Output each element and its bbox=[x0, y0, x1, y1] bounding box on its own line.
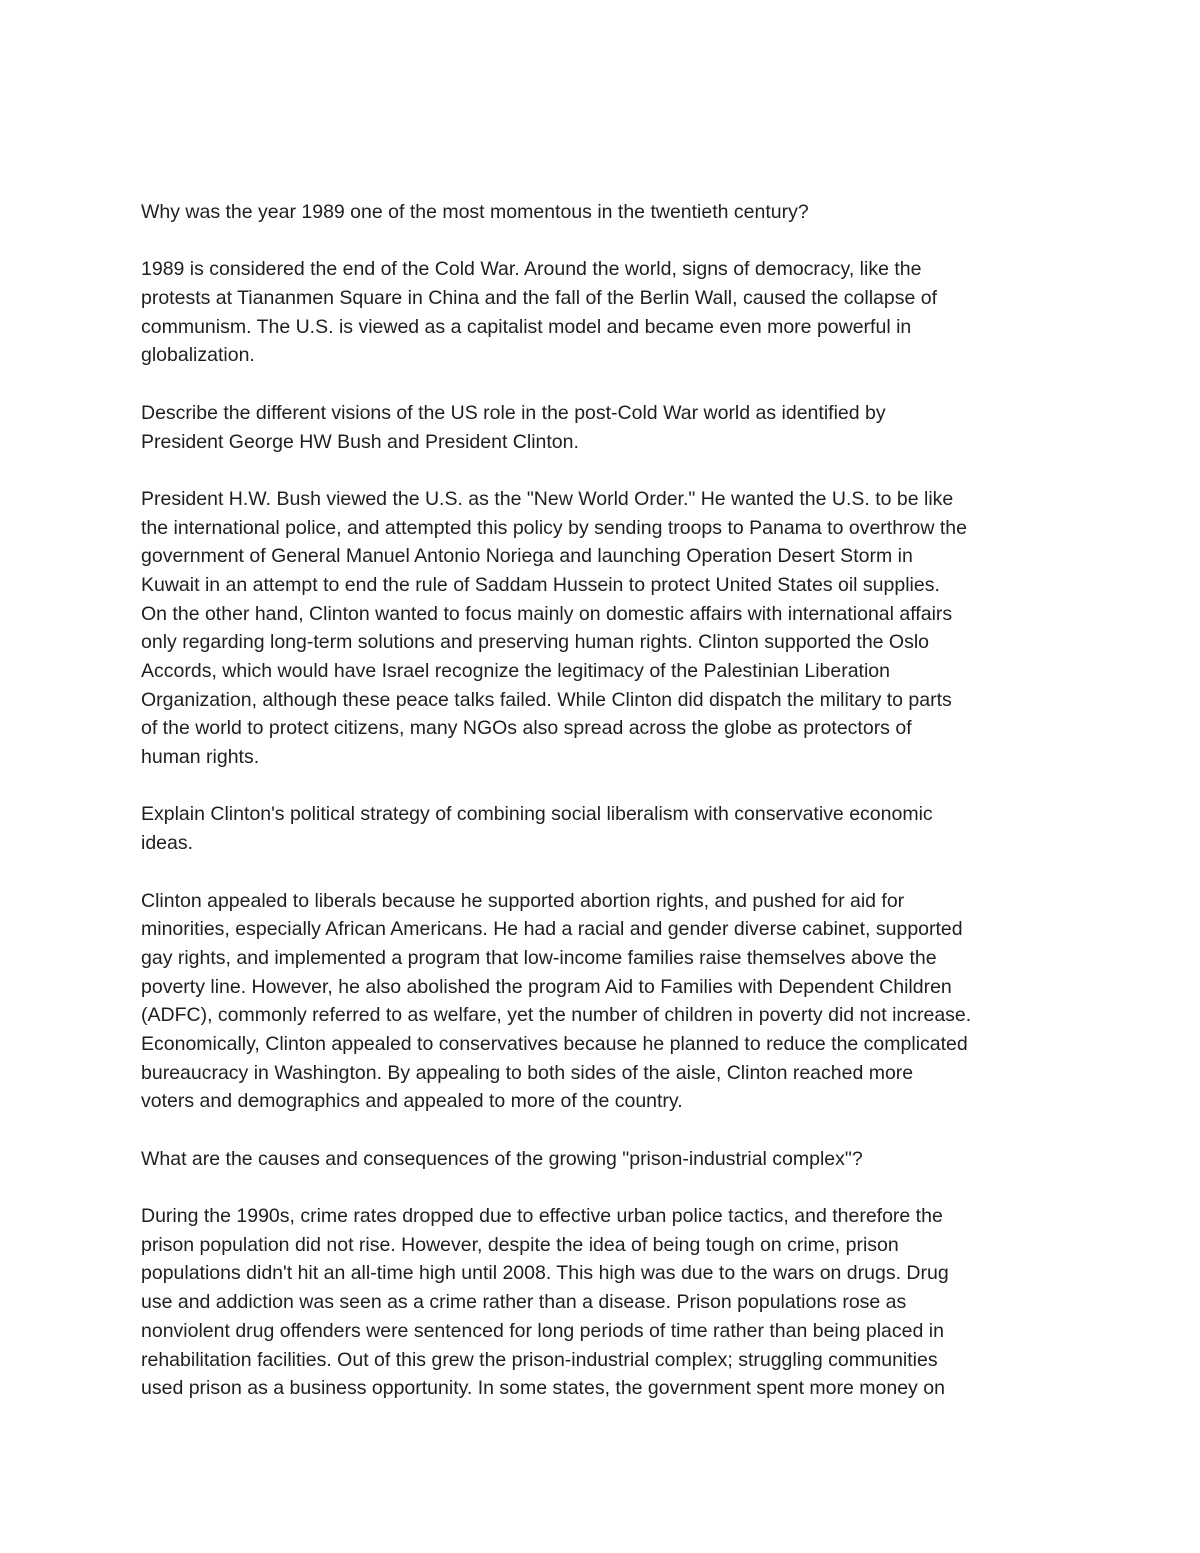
paragraph-spacer bbox=[141, 456, 1071, 485]
text-line: Explain Clinton's political strategy of combining social liberalism with conservative economic bbox=[141, 803, 933, 826]
text-line: Kuwait in an attempt to end the rule of Saddam Hussein to protect United States oil supplies. bbox=[141, 573, 940, 596]
text-line: populations didn't hit an all-time high until 2008. This high was due to the wars on drugs. Drug bbox=[141, 1262, 949, 1285]
text-line: On the other hand, Clinton wanted to focus mainly on domestic affairs with international affairs bbox=[141, 602, 953, 625]
text-line: of the world to protect citizens, many NGOs also spread across the globe as protectors of bbox=[141, 717, 912, 740]
text-line: protests at Tiananmen Square in China and the fall of the Berlin Wall, caused the collapse of bbox=[141, 287, 937, 310]
answer-paragraph bbox=[141, 485, 1071, 772]
text-line: voters and demographics and appealed to more of the country. bbox=[141, 1090, 683, 1113]
text-line: poverty line. However, he also abolished the program Aid to Families with Dependent Children bbox=[141, 975, 952, 998]
text-line: human rights. bbox=[141, 746, 260, 769]
text-line: Clinton appealed to liberals because he supported abortion rights, and pushed for aid for bbox=[141, 889, 905, 912]
text-line: minorities, especially African Americans. He had a racial and gender diverse cabinet, supported bbox=[141, 918, 963, 941]
answer-paragraph bbox=[141, 255, 1071, 370]
text-line: Economically, Clinton appealed to conservatives because he planned to reduce the complicated bbox=[141, 1032, 968, 1055]
answer-paragraph bbox=[141, 1202, 1071, 1403]
text-line: Describe the different visions of the US role in the post-Cold War world as identified by bbox=[141, 401, 886, 424]
question-paragraph bbox=[141, 1145, 1071, 1174]
text-line: globalization. bbox=[141, 344, 255, 367]
text-line: only regarding long-term solutions and preserving human rights. Clinton supported the Oslo bbox=[141, 631, 930, 654]
text-line: nonviolent drug offenders were sentenced for long periods of time rather than being placed in bbox=[141, 1319, 944, 1342]
text-line: use and addiction was seen as a crime rather than a disease. Prison populations rose as bbox=[141, 1291, 907, 1314]
paragraph-spacer bbox=[141, 858, 1071, 887]
text-line: used prison as a business opportunity. In some states, the government spent more money on bbox=[141, 1377, 945, 1400]
text-line: bureaucracy in Washington. By appealing to both sides of the aisle, Clinton reached more bbox=[141, 1061, 914, 1084]
text-line: communism. The U.S. is viewed as a capitalist model and became even more powerful in bbox=[141, 315, 912, 338]
text-line: Organization, although these peace talks failed. While Clinton did dispatch the military to parts bbox=[141, 688, 952, 711]
paragraph-spacer bbox=[141, 370, 1071, 399]
paragraph-spacer bbox=[141, 227, 1071, 256]
text-line: President George HW Bush and President Clinton. bbox=[141, 430, 579, 453]
text-line: Why was the year 1989 one of the most momentous in the twentieth century? bbox=[141, 201, 809, 223]
text-line: What are the causes and consequences of the growing "prison-industrial complex"? bbox=[141, 1147, 863, 1170]
text-line: rehabilitation facilities. Out of this grew the prison-industrial complex; struggling communities bbox=[141, 1348, 938, 1371]
answer-paragraph bbox=[141, 887, 1071, 1117]
text-line: During the 1990s, crime rates dropped due to effective urban police tactics, and therefore the bbox=[141, 1205, 943, 1228]
question-paragraph bbox=[141, 399, 1071, 456]
text-line: President H.W. Bush viewed the U.S. as the "New World Order." He wanted the U.S. to be like bbox=[141, 487, 954, 510]
text-line: prison population did not rise. However, despite the idea of being tough on crime, prison bbox=[141, 1233, 899, 1256]
paragraph-spacer bbox=[141, 1116, 1071, 1145]
text-line: 1989 is considered the end of the Cold War. Around the world, signs of democracy, like the bbox=[141, 258, 922, 281]
text-line: (ADFC), commonly referred to as welfare, yet the number of children in poverty did not increase. bbox=[141, 1004, 972, 1027]
text-line: ideas. bbox=[141, 832, 194, 855]
paragraph-spacer bbox=[141, 772, 1071, 801]
question-paragraph bbox=[141, 198, 1071, 227]
text-line: Accords, which would have Israel recognize the legitimacy of the Palestinian Liberation bbox=[141, 660, 890, 682]
text-line: government of General Manuel Antonio Noriega and launching Operation Desert Storm in bbox=[141, 545, 913, 568]
document-body bbox=[141, 198, 1071, 1403]
text-line: the international police, and attempted this policy by sending troops to Panama to overthrow the bbox=[141, 516, 967, 539]
paragraph-spacer bbox=[141, 1173, 1071, 1202]
question-paragraph bbox=[141, 800, 1071, 857]
text-line: gay rights, and implemented a program that low-income families raise themselves above the bbox=[141, 946, 937, 969]
